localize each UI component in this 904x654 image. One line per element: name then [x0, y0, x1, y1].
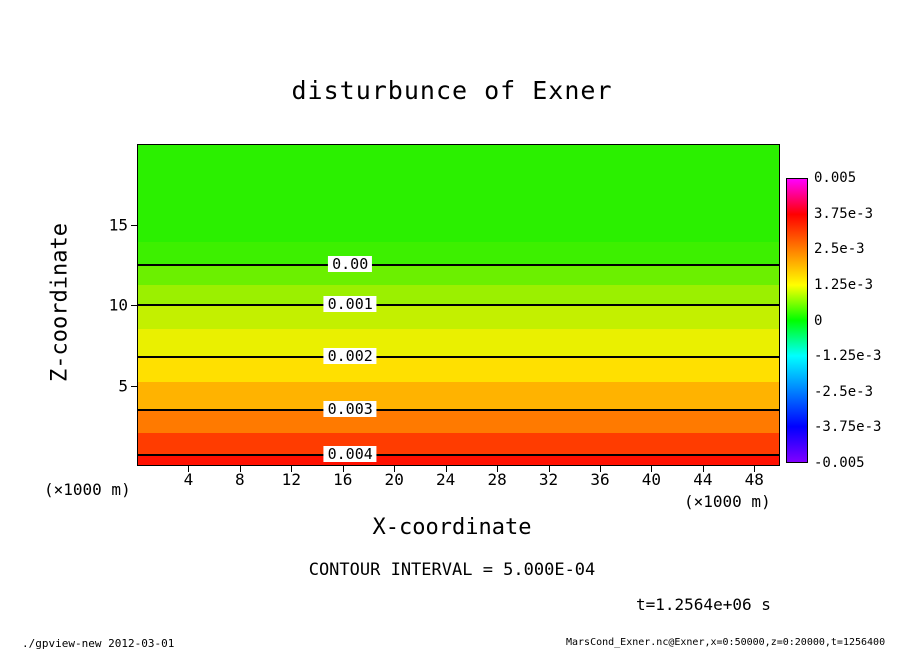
z-axis-unit: (×1000 m): [44, 480, 131, 499]
x-tick-label: 4: [183, 470, 194, 489]
x-tick-mark: [497, 466, 498, 472]
contour-label: 0.003: [324, 401, 377, 417]
colorbar-tick-label: 0: [814, 312, 823, 329]
x-tick-label: 44: [693, 470, 713, 489]
colorbar-tick-label: -0.005: [814, 455, 865, 471]
x-tick-label: 16: [333, 470, 353, 489]
contour-band: [138, 433, 779, 455]
contour-band: [138, 264, 779, 286]
x-tick-mark: [703, 466, 704, 472]
contour-line: [138, 264, 779, 266]
contour-label: 0.004: [324, 446, 377, 462]
y-tick-label: 5: [118, 376, 128, 395]
x-tick-mark: [549, 466, 550, 472]
x-tick-label: 24: [435, 470, 456, 489]
contour-band: [138, 304, 779, 329]
x-axis-unit: (×1000 m): [684, 492, 771, 511]
y-tick-mark: [131, 305, 137, 306]
x-tick-label: 8: [235, 470, 245, 489]
contour-label: 0.001: [324, 296, 377, 312]
x-tick-mark: [240, 466, 241, 472]
y-tick-mark: [131, 386, 137, 387]
x-tick-mark: [291, 466, 292, 472]
contour-band: [138, 285, 779, 305]
colorbar-tick-label: 2.5e-3: [814, 241, 865, 258]
x-tick-mark: [754, 466, 755, 472]
x-tick-label: 12: [281, 470, 301, 489]
colorbar-tick-label: -2.5e-3: [814, 383, 874, 400]
colorbar-tick-label: -3.75e-3: [814, 419, 882, 436]
contour-line: [138, 454, 779, 456]
x-tick-mark: [600, 466, 601, 472]
contour-band: [138, 356, 779, 382]
contour-band: [138, 409, 779, 434]
colorbar-tick-label: -1.25e-3: [814, 348, 882, 365]
chart-title: disturbunce of Exner: [291, 76, 613, 105]
contour-label: 0.00: [328, 256, 372, 272]
contour-line: [138, 304, 779, 306]
time-stamp: t=1.2564e+06 s: [636, 595, 771, 614]
contour-interval-note: CONTOUR INTERVAL = 5.000E-04: [308, 560, 596, 580]
y-tick-label: 10: [108, 295, 128, 315]
y-tick-mark: [131, 225, 137, 226]
footer-left: ./gpview-new 2012-03-01: [22, 637, 175, 650]
x-tick-label: 32: [538, 470, 559, 489]
contour-band: [138, 242, 779, 265]
x-axis-label: X-coordinate: [372, 515, 532, 540]
x-tick-mark: [188, 466, 189, 472]
colorbar-tick-label: 1.25e-3: [814, 276, 874, 293]
x-tick-label: 28: [487, 470, 507, 489]
x-tick-mark: [394, 466, 395, 472]
x-tick-mark: [651, 466, 652, 472]
contour-line: [138, 409, 779, 411]
x-tick-mark: [446, 466, 447, 472]
contour-line: [138, 356, 779, 358]
y-axis-label: Z-coordinate: [47, 223, 73, 382]
colorbar: [786, 178, 808, 463]
footer-right: MarsCond_Exner.nc@Exner,x=0:50000,z=0:20000,t=1256400: [566, 637, 886, 648]
x-tick-label: 36: [590, 470, 610, 489]
contour-band: [138, 382, 779, 410]
x-tick-mark: [343, 466, 344, 472]
contour-band: [138, 145, 779, 242]
colorbar-tick-label: 3.75e-3: [814, 205, 874, 222]
x-tick-label: 40: [641, 470, 662, 489]
y-tick-label: 15: [108, 215, 128, 234]
x-tick-label: 48: [744, 470, 764, 489]
contour-plot-area: [137, 144, 780, 466]
colorbar-tick-label: 0.005: [814, 170, 857, 186]
contour-band: [138, 329, 779, 357]
x-tick-label: 20: [384, 470, 404, 489]
contour-label: 0.002: [324, 348, 377, 364]
